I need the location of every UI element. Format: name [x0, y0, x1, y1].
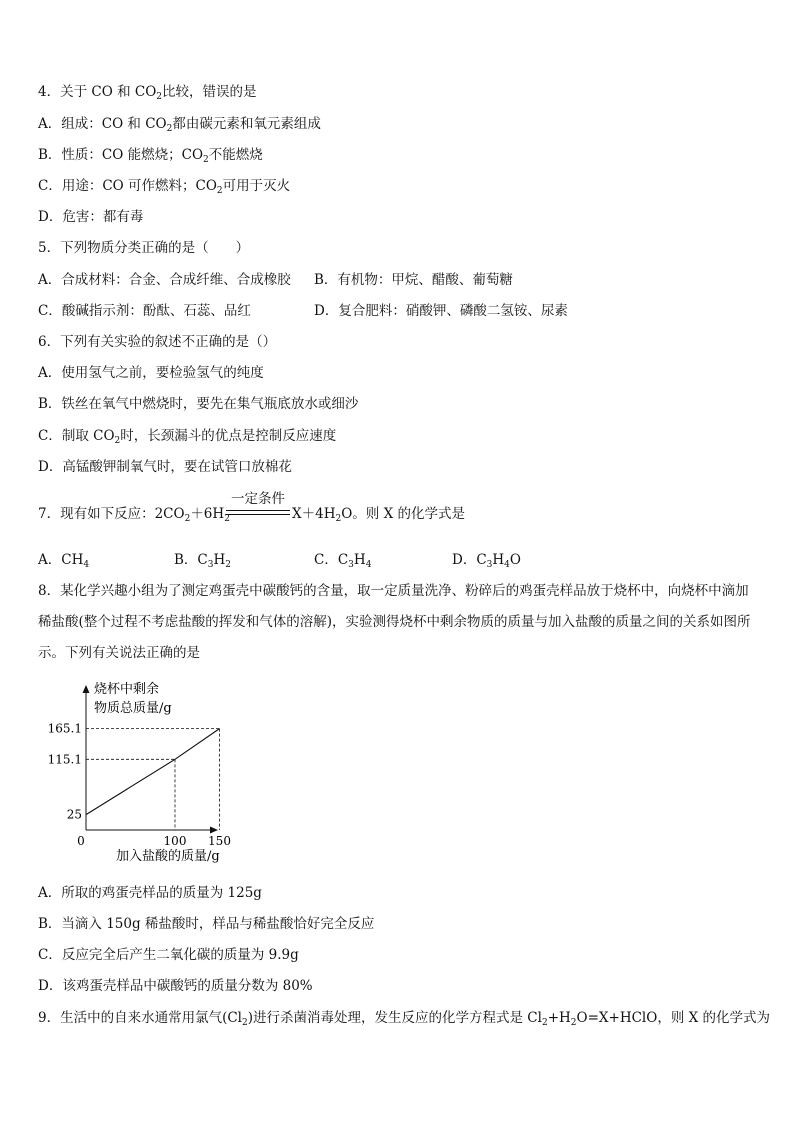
q7-stem-prefix: 7．现有如下反应：$2CO_2+6H_2$ [38, 506, 230, 524]
q6-stem: 6．下列有关实验的叙述不正确的是（） [38, 334, 277, 350]
q5-option-d: D．复合肥料：硝酸钾、磷酸二氢铵、尿素 [314, 303, 568, 319]
chart-x-tick-label: 150 [208, 834, 231, 848]
q7-option-b: B．$C_3H_2$ [174, 552, 231, 570]
q7-equals-bottom-line [226, 514, 290, 515]
q7-option-c: C．$C_3H_4$ [314, 552, 372, 570]
q7-equals-top-line [226, 510, 290, 511]
chart-x-tick-label: 100 [163, 834, 187, 848]
chart-ylabel-line2: 物质总质量/g [94, 701, 172, 716]
q8-option-b: B．当滴入 150g 稀盐酸时，样品与稀盐酸恰好完全反应 [38, 916, 375, 932]
q4-option-c: C．用途：CO 可作燃料；$CO_2$可用于灭火 [38, 178, 291, 196]
chart-xlabel: 加入盐酸的质量/g [116, 849, 220, 864]
q5-stem: 5．下列物质分类正确的是（ ） [38, 240, 250, 256]
chart-x-axis-arrow [210, 827, 218, 834]
q4-stem: 4．关于 CO 和 $CO_2$比较，错误的是 [38, 84, 257, 102]
q8-option-a: A．所取的鸡蛋壳样品的质量为 125g [38, 885, 262, 901]
q6-option-b: B．铁丝在氧气中燃烧时，要先在集气瓶底放水或细沙 [38, 396, 359, 412]
q9-stem: 9．生活中的自来水通常用氯气$(Cl_2)$进行杀菌消毒处理，发生反应的化学方程式是 $Cl_2+H_2O=X+HClO$，则 X 的化学式为 [38, 1010, 771, 1028]
q4-option-a: A．组成：CO 和 $CO_2$都由碳元素和氧元素组成 [38, 116, 321, 134]
chart-y-axis-arrow [83, 685, 90, 693]
q7-option-a: A．$CH_4$ [38, 552, 90, 570]
q4-option-b: B．性质：CO 能燃烧；$CO_2$不能燃烧 [38, 147, 263, 165]
q8-mass-chart [40, 676, 240, 866]
q5-option-b: B．有机物：甲烷、醋酸、葡萄糖 [314, 272, 513, 288]
chart-ylabel-line1: 烧杯中剩余 [94, 682, 160, 697]
chart-series-line [86, 729, 220, 815]
q6-option-c: C．制取 $CO_2$时，长颈漏斗的优点是控制反应速度 [38, 428, 337, 446]
chart-x-tick-label: 0 [77, 834, 85, 848]
q6-option-d: D．高锰酸钾制氧气时，要在试管口放棉花 [38, 459, 292, 475]
chart-y-tick-label: 165.1 [47, 721, 82, 736]
q7-reaction-condition: 一定条件 [231, 491, 285, 507]
chart-y-tick-label: 25 [66, 807, 82, 822]
q7-stem-suffix: $X+4H_2O$。则 X 的化学式是 [292, 506, 465, 524]
q4-option-d: D．危害：都有毒 [38, 209, 144, 225]
q7-option-d: D．$C_3H_4O$ [452, 552, 521, 570]
q8-stem: 8．某化学兴趣小组为了测定鸡蛋壳中碳酸钙的含量，取一定质量洗净、粉碎后的鸡蛋壳样品放于烧杯中，向烧杯中滴加稀盐酸(整个过程不考虑盐酸的挥发和气体的溶解)，实验测得烧杯中剩余物质的质量与加入盐酸的质量之间的关系如图所示。下列有关说法正确的是 [38, 583, 751, 661]
q5-option-c: C．酸碱指示剂：酚酞、石蕊、品红 [38, 303, 251, 319]
q6-option-a: A．使用氢气之前，要检验氢气的纯度 [38, 365, 264, 381]
q5-option-a: A．合成材料：合金、合成纤维、合成橡胶 [38, 272, 291, 288]
q8-option-d: D．该鸡蛋壳样品中碳酸钙的质量分数为 80% [38, 978, 313, 994]
chart-y-tick-label: 115.1 [47, 752, 82, 767]
q8-option-c: C．反应完全后产生二氧化碳的质量为 9.9g [38, 947, 299, 963]
